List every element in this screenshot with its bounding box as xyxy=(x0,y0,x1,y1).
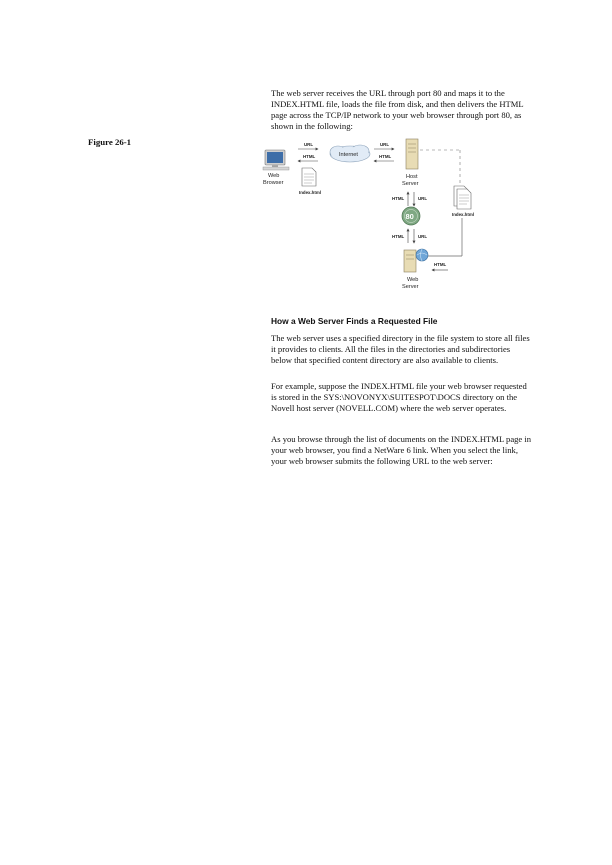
html-label-left: HTML xyxy=(303,154,316,159)
html-label-vertical-lower: HTML xyxy=(392,234,405,239)
host-server-icon xyxy=(406,139,418,169)
section-heading: How a Web Server Finds a Requested File xyxy=(271,316,438,326)
index-document-icon-right xyxy=(454,186,471,209)
intro-paragraph: The web server receives the URL through port 80 and maps it to the INDEX.HTML file, loads the file from disk, and then delivers the HTML page across the TCP/IP network to your web browser through port 80, as shown in the following: xyxy=(271,88,524,131)
html-label-vertical-upper: HTML xyxy=(392,196,405,201)
web-browser-label-line1: Web xyxy=(268,173,280,179)
host-server-label-line2: Server xyxy=(402,181,419,187)
web-browser-label-line2: Browser xyxy=(263,180,284,186)
index-document-icon xyxy=(302,168,316,186)
paragraph-content-directory: The web server uses a specified directory in the file system to store all files it provides to clients. All the files in the directories and subdirectories below that specified content directory are also available to clients. xyxy=(271,333,530,365)
web-browser-computer-icon xyxy=(263,150,289,170)
url-label-vertical-lower: URL xyxy=(418,234,428,239)
html-label-right: HTML xyxy=(379,154,392,159)
url-label-vertical-upper: URL xyxy=(418,196,428,201)
web-server-label-line2: Server xyxy=(402,284,419,290)
host-server-label-line1: Host xyxy=(406,174,418,180)
html-label-web-server: HTML xyxy=(434,262,447,267)
paragraph-example: For example, suppose the INDEX.HTML file your web browser requested is stored in the SYS:\NOVONYX\SUITESPOT\DOCS directory on the Novell host server (NOVELL.COM) where the web server operates. xyxy=(271,381,527,413)
paragraph-browse: As you browse through the list of documents on the INDEX.HTML page in your web browser, you find a NetWare 6 link. When you select the link, your web browser submits the following URL to the web server: xyxy=(271,434,532,466)
port-80-label: 80 xyxy=(405,212,414,221)
figure-caption: Figure 26-1 xyxy=(88,137,132,147)
web-server-label-line1: Web xyxy=(407,277,419,283)
index-document-label-right: Index.html xyxy=(452,212,474,217)
web-server-diagram xyxy=(262,138,492,298)
internet-label: Internet xyxy=(339,152,358,158)
url-label-left: URL xyxy=(304,142,314,147)
url-label-right: URL xyxy=(380,142,390,147)
index-document-label: Index.html xyxy=(299,190,321,195)
web-server-icon xyxy=(404,249,428,272)
